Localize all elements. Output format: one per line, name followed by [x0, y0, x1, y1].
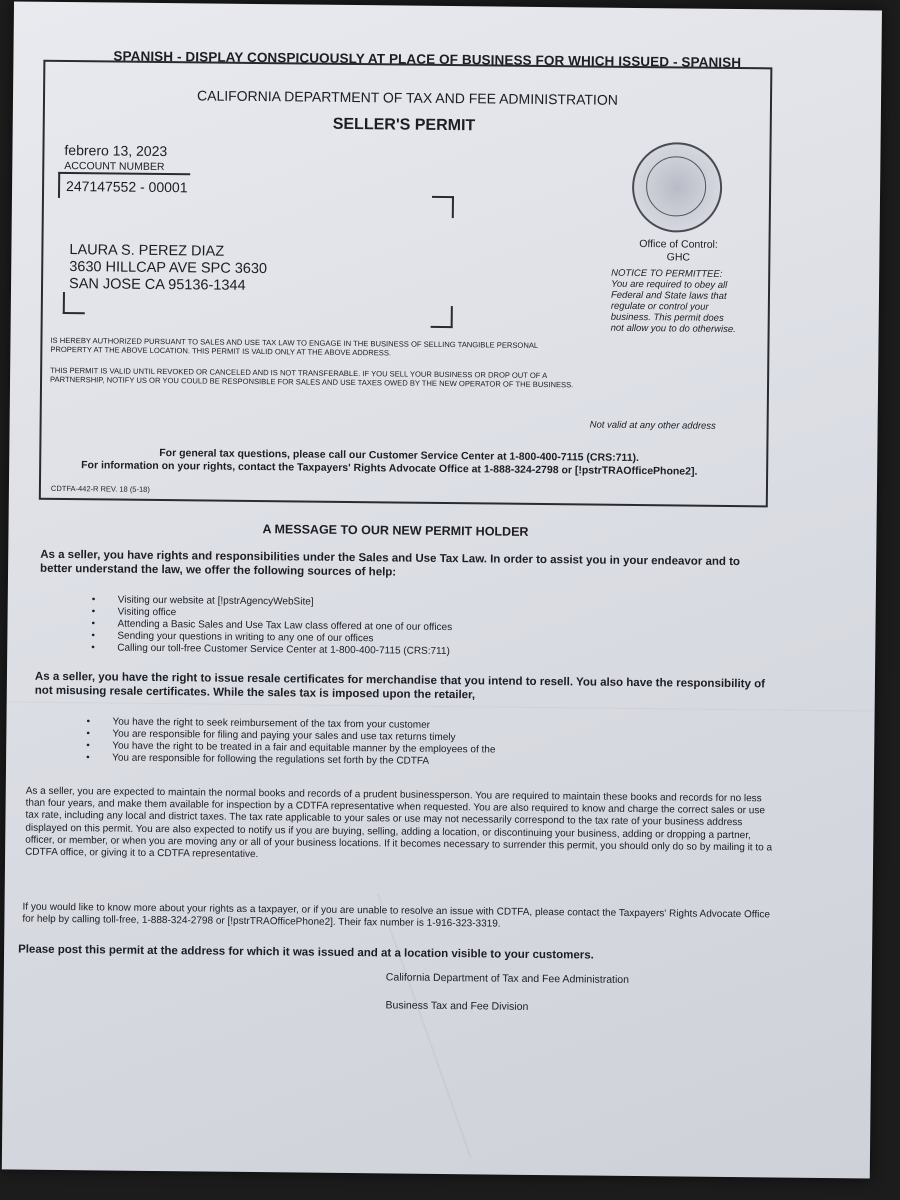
rights-list	[112, 717, 496, 769]
department-name: CALIFORNIA DEPARTMENT OF TAX AND FEE ADMINISTRATION	[196, 87, 618, 108]
notice-to-permittee: NOTICE TO PERMITTEE: You are required to obey all Federal and State laws that regulate or control your business. This permit does not allow you to do otherwise.	[610, 267, 736, 336]
holder-name: LAURA S. PEREZ DIAZ	[69, 242, 225, 260]
permit-document	[2, 1, 882, 1178]
seal-inner-ring	[646, 156, 707, 217]
office-code: GHC	[666, 251, 691, 264]
list-item: • Calling our toll-free Customer Service Center at 1-800-400-7115 (CRS:711)	[117, 643, 452, 659]
permit-holder-address	[69, 242, 267, 295]
display-banner: SPANISH - DISPLAY CONSPICUOUSLY AT PLACE OF BUSINESS FOR WHICH ISSUED - SPANISH	[113, 48, 742, 71]
sellers-permit-box	[39, 60, 773, 508]
list-item: • You have the right to seek reimbursement of the tax from your customer	[112, 717, 495, 733]
issue-date: febrero 13, 2023	[64, 141, 168, 160]
list-item: • You have the right to be treated in a fair and equitable manner by the employees of the	[112, 741, 495, 757]
signature-department: California Department of Tax and Fee Administration	[385, 971, 630, 986]
list-item: • Visiting our website at [!pstrAgencyWebSite]	[118, 595, 453, 611]
form-number: CDTFA-442-R REV. 18 (5-18)	[50, 483, 150, 494]
corner-mark-bottom-right	[431, 306, 453, 328]
corner-mark-bottom-left	[63, 292, 85, 314]
validity-text: THIS PERMIT IS VALID UNTIL REVOKED OR CANCELED AND IS NOT TRANSFERABLE. IF YOU SELL YOUR BUSINESS OR DROP OUT OF A PARTNERSHIP, NOTIFY US OR YOU COULD BE RESPONSIBLE FOR SALES AND USE TAXES OWED BY THE NEW OPERATOR OF THE BUSINESS.	[50, 365, 574, 390]
rights-advocate-line: For information on your rights, contact the Taxpayers' Rights Advocate Office at 1-888-324-2798 or [!pstrTRAOfficePhone2].	[81, 459, 698, 478]
list-item: • You are responsible for filing and paying your sales and use tax returns timely	[112, 729, 495, 745]
list-item: • Attending a Basic Sales and Use Tax Law class offered at one of our offices	[117, 619, 452, 635]
signature-division: Business Tax and Fee Division	[385, 999, 529, 1013]
office-label: Office of Control:	[639, 238, 718, 251]
advocate-paragraph: If you would like to know more about your rights as a taxpayer, or if you are unable to resolve an issue with CDTFA, please contact the Taxpayers' Rights Advocate Office for help by calling toll-free, 1-888-324-2798 or [!pstrTRAOfficePhone2]. Their fax number is 1-916-323-3319.	[22, 901, 771, 930]
help-sources-list	[117, 595, 452, 659]
account-number-label: ACCOUNT NUMBER	[64, 159, 165, 174]
corner-mark-top-right	[432, 196, 454, 218]
california-state-seal-icon	[632, 142, 723, 233]
not-valid-note: Not valid at any other address	[589, 419, 716, 432]
post-instruction: Please post this permit at the address for which it was issued and at a location visible to your customers.	[18, 943, 594, 962]
office-of-control	[623, 238, 733, 265]
list-item: • You are responsible for following the regulations set forth by the CDTFA	[112, 753, 495, 769]
authorization-text: IS HEREBY AUTHORIZED PURSUANT TO SALES AND USE TAX LAW TO ENGAGE IN THE BUSINESS OF SELLING TANGIBLE PERSONAL PROPERTY AT THE ABOVE LOCATION. THIS PERMIT IS VALID ONLY AT THE ABOVE ADDRESS.	[50, 335, 538, 358]
address-line-1: 3630 HILLCAP AVE SPC 3630	[69, 259, 268, 278]
customer-service-line: For general tax questions, please call our Customer Service Center at 1-800-400-7115 (CRS:711).	[159, 447, 640, 465]
message-title: A MESSAGE TO OUR NEW PERMIT HOLDER	[262, 522, 529, 539]
permit-title: SELLER'S PERMIT	[332, 115, 476, 135]
address-line-2: SAN JOSE CA 95136-1344	[68, 276, 246, 294]
records-paragraph: As a seller, you are expected to maintain the normal books and records of a prudent businessperson. You are required to maintain these books and records for no less than four years, and make them available for inspection by a CDTFA representative when requested. You are also required to know and charge the correct sales or use tax rate, including any local and district taxes. The tax rate applicable to your sales or use may not necessarily correspond to the tax rate of your business address displayed on this permit. You are also expected to notify us if you are buying, selling, adding a location, or discontinuing your business, adding or dropping a partner, officer, or member, or when you are moving any or all of your business locations. If it becomes necessary to surrender this permit, you should only do so by mailing it to a CDTFA office, or giving it to a CDTFA representative.	[25, 785, 773, 861]
account-number: 247147552 - 00001	[66, 178, 188, 196]
list-item: • Visiting office	[118, 607, 453, 623]
intro-paragraph: As a seller, you have rights and responsibilities under the Sales and Use Tax Law. In order to assist you in your endeavor and to better understand the law, we offer the following sources of help:	[40, 548, 741, 579]
resale-paragraph: As a seller, you have the right to issue resale certificates for merchandise that you intend to resell. You also have the responsibility of not misusing resale certificates. While the sales tax is imposed upon the retailer,	[34, 670, 766, 702]
list-item: • Sending your questions in writing to any one of our offices	[117, 631, 452, 647]
